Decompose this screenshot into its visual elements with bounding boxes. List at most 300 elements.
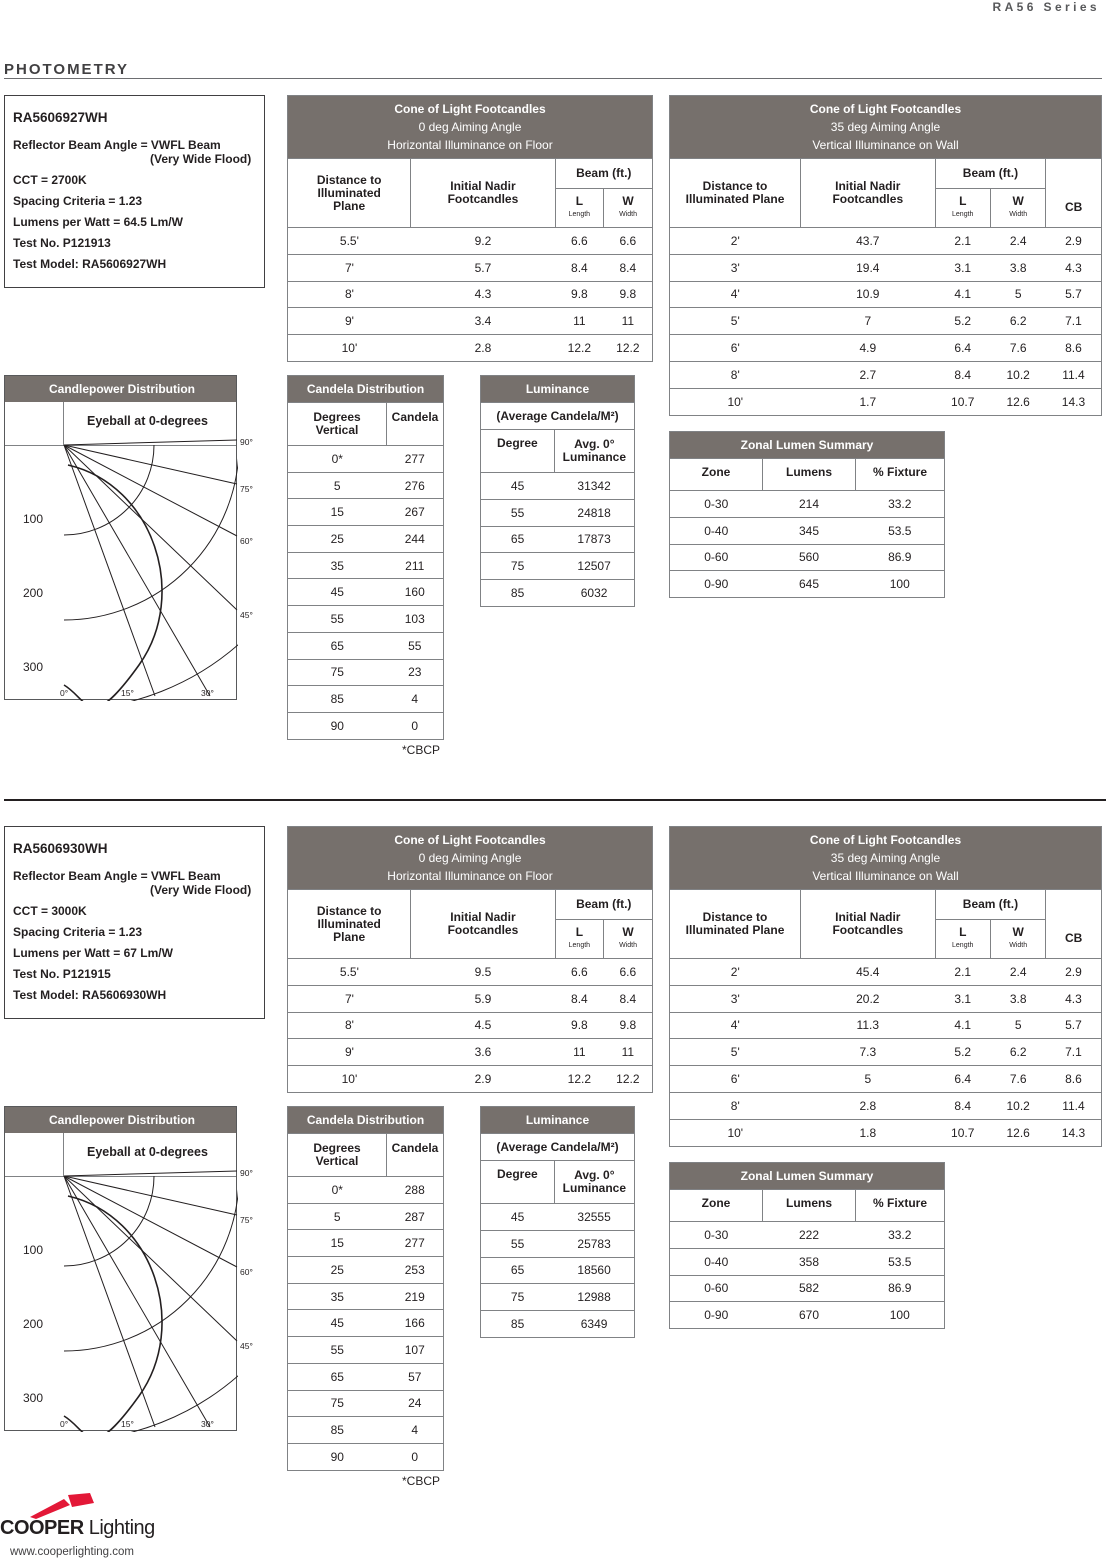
beam-angle-detail: (Very Wide Flood) <box>150 152 252 166</box>
spacing-criteria: Spacing Criteria = 1.23 <box>13 925 143 939</box>
table-row <box>288 1257 444 1284</box>
table-cell: 3.1 <box>935 985 990 1012</box>
table-cell: 358 <box>763 1248 856 1275</box>
table-cell: 11 <box>604 308 653 335</box>
table-cell: 10' <box>288 335 411 362</box>
table-cell: 8.4 <box>555 985 604 1012</box>
table-cell: 25 <box>288 526 387 553</box>
aiming-angle: 35 deg Aiming Angle <box>830 851 941 865</box>
table-row <box>288 1177 444 1204</box>
radius-label-300: 300 <box>23 1391 44 1405</box>
table-cell: 222 <box>763 1222 856 1249</box>
table-cell: 6.6 <box>555 959 604 986</box>
table-cell: 0-30 <box>670 1222 763 1249</box>
table-row <box>481 580 635 607</box>
cone-title: Cone of Light Footcandles <box>809 833 962 847</box>
table-cell: 2.7 <box>801 361 935 388</box>
table-cell: 65 <box>288 632 387 659</box>
table-cell: 65 <box>288 1363 387 1390</box>
table-cell: 277 <box>387 1230 444 1257</box>
table-cell: 15 <box>288 1230 387 1257</box>
aiming-angle: 35 deg Aiming Angle <box>830 120 941 134</box>
table-cell: 10' <box>670 388 801 415</box>
table-cell: 0-30 <box>670 491 763 518</box>
table-cell: 160 <box>387 579 444 606</box>
table-row <box>288 1230 444 1257</box>
test-number: Test No. P121913 <box>13 236 111 250</box>
degrees-vertical-header: Degrees Vertical <box>288 403 387 446</box>
section-divider <box>4 799 1106 801</box>
fixture-header: % Fixture <box>856 1190 945 1222</box>
table-cell: 43.7 <box>801 228 935 255</box>
beam-header: Beam (ft.) <box>935 890 1046 920</box>
distance-header: Distance to Illuminated Plane <box>670 159 801 228</box>
table-cell: 11.3 <box>801 1012 935 1039</box>
brand-name-bold: COOPER <box>0 1517 84 1539</box>
radius-label-200: 200 <box>23 1317 44 1331</box>
angle-label-0: 0° <box>60 688 69 698</box>
table-cell: 12.6 <box>990 388 1045 415</box>
degrees-vertical-header: Degrees Vertical <box>288 1134 387 1177</box>
table-cell: 6.6 <box>604 959 653 986</box>
table-cell: 6.6 <box>604 228 653 255</box>
table-row <box>670 1066 1102 1093</box>
cone-floor-table <box>287 95 653 362</box>
table-cell: 10.7 <box>935 1119 990 1146</box>
table-row <box>670 517 945 544</box>
table-cell: 2.8 <box>801 1092 935 1119</box>
table-cell: 75 <box>288 659 387 686</box>
table-row <box>670 1222 945 1249</box>
table-row <box>288 1203 444 1230</box>
product-info-box <box>4 826 265 1019</box>
candlepower-title: Candlepower Distribution <box>5 376 236 402</box>
zone-header: Zone <box>670 459 763 491</box>
table-cell: 45 <box>288 579 387 606</box>
table-cell: 11 <box>555 308 604 335</box>
luminance-title: Luminance <box>481 376 635 403</box>
table-cell: 4.1 <box>935 281 990 308</box>
cbcp-note: *CBCP <box>402 1474 441 1488</box>
radius-label-100: 100 <box>23 1243 44 1257</box>
table-cell: 65 <box>481 526 555 553</box>
table-row <box>288 1417 444 1444</box>
table-cell: 8' <box>670 361 801 388</box>
table-cell: 17873 <box>554 526 634 553</box>
table-cell: 5 <box>990 1012 1045 1039</box>
table-cell: 85 <box>288 1417 387 1444</box>
zonal-title: Zonal Lumen Summary <box>670 1163 945 1190</box>
eyeball-label: Eyeball at 0-degrees <box>87 1145 208 1159</box>
angle-label-60: 60° <box>240 1267 253 1277</box>
zonal-title: Zonal Lumen Summary <box>670 432 945 459</box>
table-row <box>670 1302 945 1329</box>
luminance-subtitle: (Average Candela/M²) <box>481 403 635 430</box>
radius-label-100: 100 <box>23 512 44 526</box>
table-row <box>288 1443 444 1470</box>
table-cell: 5.7 <box>411 254 555 281</box>
table-row <box>288 552 444 579</box>
width-header: W <box>1012 925 1024 939</box>
table-cell: 53.5 <box>856 517 945 544</box>
zone-header: Zone <box>670 1190 763 1222</box>
zonal-lumen-table <box>669 431 945 598</box>
table-cell: 0-40 <box>670 517 763 544</box>
length-subheader: Length <box>952 942 974 949</box>
brand-name-rest: Lighting <box>83 1517 155 1539</box>
table-cell: 4.3 <box>411 281 555 308</box>
cct: CCT = 2700K <box>13 173 87 187</box>
beam-angle: Reflector Beam Angle = VWFL Beam <box>13 869 221 883</box>
table-cell: 276 <box>387 472 444 499</box>
table-cell: 5.9 <box>411 985 555 1012</box>
table-cell: 0-90 <box>670 571 763 598</box>
table-cell: 4.1 <box>935 1012 990 1039</box>
table-cell: 55 <box>288 606 387 633</box>
table-row <box>481 526 635 553</box>
table-cell: 3' <box>670 254 801 281</box>
candela-table-title: Candela Distribution <box>288 1107 444 1134</box>
radius-label-300: 300 <box>23 660 44 674</box>
table-row <box>670 308 1102 335</box>
table-cell: 3.8 <box>990 254 1045 281</box>
angle-label-75: 75° <box>240 484 253 494</box>
table-cell: 4.5 <box>411 1012 555 1039</box>
candlepower-title: Candlepower Distribution <box>5 1107 236 1133</box>
table-cell: 7.6 <box>990 1066 1045 1093</box>
table-cell: 3.6 <box>411 1039 555 1066</box>
table-cell: 2.9 <box>1046 228 1102 255</box>
table-cell: 33.2 <box>856 1222 945 1249</box>
table-cell: 23 <box>387 659 444 686</box>
table-row <box>670 959 1102 986</box>
table-cell: 55 <box>481 1230 555 1257</box>
table-cell: 8.4 <box>935 361 990 388</box>
table-cell: 45.4 <box>801 959 935 986</box>
table-cell: 5.7 <box>1046 1012 1102 1039</box>
table-row <box>288 632 444 659</box>
table-cell: 11.4 <box>1046 361 1102 388</box>
table-row <box>670 571 945 598</box>
cct: CCT = 3000K <box>13 904 87 918</box>
table-cell: 45 <box>288 1310 387 1337</box>
table-row <box>288 606 444 633</box>
polar-plot <box>5 1107 238 1432</box>
table-cell: 2.8 <box>411 335 555 362</box>
table-row <box>288 1283 444 1310</box>
test-number: Test No. P121915 <box>13 967 111 981</box>
series-label: RA56 Series <box>992 0 1100 14</box>
test-model: Test Model: RA5606930WH <box>13 988 167 1002</box>
table-cell: 288 <box>387 1177 444 1204</box>
table-cell: 5.2 <box>935 308 990 335</box>
table-cell: 12.2 <box>604 335 653 362</box>
cone-wall-table <box>669 95 1102 416</box>
table-row <box>288 1066 653 1093</box>
table-row <box>481 1257 635 1284</box>
table-cell: 4.3 <box>1046 254 1102 281</box>
illuminance-type: Horizontal Illuminance on Floor <box>387 138 553 152</box>
table-cell: 277 <box>387 446 444 473</box>
angle-label-45: 45° <box>240 610 253 620</box>
table-cell: 55 <box>481 499 555 526</box>
cb-header: CB <box>1046 920 1102 959</box>
table-cell: 4.9 <box>801 335 935 362</box>
angle-label-15: 15° <box>121 688 134 698</box>
table-cell: 7' <box>288 985 411 1012</box>
table-row <box>288 281 653 308</box>
angle-label-30: 30° <box>201 1419 214 1429</box>
candela-header: Candela <box>387 1134 444 1177</box>
angle-label-30: 30° <box>201 688 214 698</box>
table-cell: 15 <box>288 499 387 526</box>
table-cell: 7.3 <box>801 1039 935 1066</box>
table-row <box>670 1012 1102 1039</box>
distance-header: Distance to Illuminated Plane <box>288 890 411 959</box>
angle-label-90: 90° <box>240 1168 253 1178</box>
table-cell: 8' <box>670 1092 801 1119</box>
table-row <box>670 388 1102 415</box>
table-row <box>288 228 653 255</box>
model-number: RA5606930WH <box>13 841 108 856</box>
table-cell: 8.4 <box>604 985 653 1012</box>
table-row <box>288 1310 444 1337</box>
table-cell: 10.7 <box>935 388 990 415</box>
lumens-header: Lumens <box>763 459 856 491</box>
table-row <box>481 499 635 526</box>
table-row <box>288 335 653 362</box>
table-cell: 2.4 <box>990 959 1045 986</box>
table-cell: 9.2 <box>411 228 555 255</box>
table-cell: 103 <box>387 606 444 633</box>
table-row <box>288 1039 653 1066</box>
candela-distribution-table <box>287 375 444 740</box>
length-header: L <box>575 194 584 208</box>
table-cell: 253 <box>387 1257 444 1284</box>
table-row <box>481 553 635 580</box>
table-cell: 9.8 <box>604 1012 653 1039</box>
width-subheader: Width <box>619 211 638 218</box>
table-cell: 219 <box>387 1283 444 1310</box>
degree-header: Degree <box>481 1161 555 1204</box>
table-cell: 2' <box>670 228 801 255</box>
table-cell: 5 <box>801 1066 935 1093</box>
table-cell: 5 <box>288 472 387 499</box>
table-cell: 24818 <box>554 499 634 526</box>
luminance-subtitle: (Average Candela/M²) <box>481 1134 635 1161</box>
table-cell: 0-90 <box>670 1302 763 1329</box>
length-header: L <box>575 925 584 939</box>
candela-header: Candela <box>387 403 444 446</box>
beam-angle-detail: (Very Wide Flood) <box>150 883 252 897</box>
table-cell: 75 <box>481 1284 555 1311</box>
table-cell: 65 <box>481 1257 555 1284</box>
lumens-per-watt: Lumens per Watt = 64.5 Lm/W <box>13 215 183 229</box>
table-row <box>670 985 1102 1012</box>
table-row <box>670 491 945 518</box>
table-cell: 24 <box>387 1390 444 1417</box>
angle-label-90: 90° <box>240 437 253 447</box>
table-cell: 12.2 <box>555 1066 604 1093</box>
table-cell: 8.6 <box>1046 335 1102 362</box>
table-row <box>288 1390 444 1417</box>
table-cell: 19.4 <box>801 254 935 281</box>
table-cell: 10.2 <box>990 1092 1045 1119</box>
aiming-angle: 0 deg Aiming Angle <box>418 120 522 134</box>
table-row <box>288 1363 444 1390</box>
table-cell: 12988 <box>554 1284 634 1311</box>
title-rule <box>4 78 1102 79</box>
beam-header: Beam (ft.) <box>555 890 652 920</box>
table-cell: 12507 <box>554 553 634 580</box>
table-row <box>481 1311 635 1338</box>
table-cell: 12.2 <box>604 1066 653 1093</box>
candela-table-title: Candela Distribution <box>288 376 444 403</box>
table-cell: 20.2 <box>801 985 935 1012</box>
table-cell: 2.1 <box>935 228 990 255</box>
table-row <box>670 1248 945 1275</box>
table-cell: 5.2 <box>935 1039 990 1066</box>
table-cell: 86.9 <box>856 544 945 571</box>
table-cell: 9.8 <box>555 281 604 308</box>
nadir-header: Initial Nadir Footcandles <box>801 890 935 959</box>
length-subheader: Length <box>568 942 591 949</box>
table-cell: 267 <box>387 499 444 526</box>
length-header: L <box>959 925 967 939</box>
candlepower-diagram <box>4 1106 253 1431</box>
table-row <box>670 1092 1102 1119</box>
table-cell: 3.4 <box>411 308 555 335</box>
angle-label-75: 75° <box>240 1215 253 1225</box>
cone-title: Cone of Light Footcandles <box>394 833 546 847</box>
nadir-header: Initial Nadir Footcandles <box>411 159 555 228</box>
table-cell: 10' <box>670 1119 801 1146</box>
cone-title: Cone of Light Footcandles <box>809 102 962 116</box>
table-cell: 2.9 <box>411 1066 555 1093</box>
table-cell: 0* <box>288 1177 387 1204</box>
cone-floor-table <box>287 826 653 1093</box>
avg-luminance-header: Avg. 0° Luminance <box>554 1161 634 1204</box>
table-cell: 645 <box>763 571 856 598</box>
table-cell: 0 <box>387 1443 444 1470</box>
eyeball-label: Eyeball at 0-degrees <box>87 414 208 428</box>
table-cell: 10.2 <box>990 361 1045 388</box>
table-row <box>670 228 1102 255</box>
table-row <box>481 1284 635 1311</box>
table-cell: 6' <box>670 1066 801 1093</box>
length-subheader: Length <box>952 211 974 218</box>
angle-label-60: 60° <box>240 536 253 546</box>
cbcp-note: *CBCP <box>402 743 441 757</box>
table-cell: 12.6 <box>990 1119 1045 1146</box>
table-row <box>481 1204 635 1231</box>
illuminance-type: Vertical Illuminance on Wall <box>812 138 959 152</box>
table-row <box>288 526 444 553</box>
section-title: PHOTOMETRY <box>4 61 130 78</box>
table-cell: 6.4 <box>935 335 990 362</box>
table-cell: 7 <box>801 308 935 335</box>
table-cell: 11.4 <box>1046 1092 1102 1119</box>
table-row <box>288 959 653 986</box>
table-cell: 5 <box>288 1203 387 1230</box>
table-row <box>288 472 444 499</box>
product-info-box <box>4 95 265 288</box>
table-row <box>288 686 444 713</box>
table-cell: 18560 <box>554 1257 634 1284</box>
distance-header: Distance to Illuminated Plane <box>670 890 801 959</box>
table-cell: 7.6 <box>990 335 1045 362</box>
table-cell: 3.8 <box>990 985 1045 1012</box>
table-row <box>288 579 444 606</box>
luminance-title: Luminance <box>481 1107 635 1134</box>
spacing-criteria: Spacing Criteria = 1.23 <box>13 194 143 208</box>
table-cell: 7.1 <box>1046 1039 1102 1066</box>
angle-label-45: 45° <box>240 1341 253 1351</box>
table-row <box>670 335 1102 362</box>
table-cell: 7.1 <box>1046 308 1102 335</box>
company-url-link[interactable]: www.cooperlighting.com <box>10 1546 135 1558</box>
lumens-header: Lumens <box>763 1190 856 1222</box>
table-cell: 9' <box>288 1039 411 1066</box>
table-cell: 6032 <box>554 580 634 607</box>
table-cell: 86.9 <box>856 1275 945 1302</box>
table-cell: 100 <box>856 571 945 598</box>
table-row <box>670 1039 1102 1066</box>
table-row <box>670 544 945 571</box>
beam-header: Beam (ft.) <box>555 159 652 189</box>
table-cell: 670 <box>763 1302 856 1329</box>
table-cell: 2.9 <box>1046 959 1102 986</box>
width-subheader: Width <box>1009 211 1028 218</box>
table-cell: 244 <box>387 526 444 553</box>
model-number: RA5606927WH <box>13 110 108 125</box>
luminance-table <box>480 375 635 607</box>
table-cell: 9.8 <box>604 281 653 308</box>
table-row <box>288 254 653 281</box>
table-row <box>481 1230 635 1257</box>
table-cell: 9' <box>288 308 411 335</box>
test-model: Test Model: RA5606927WH <box>13 257 167 271</box>
table-cell: 8.4 <box>935 1092 990 1119</box>
table-cell: 55 <box>288 1337 387 1364</box>
table-cell: 11 <box>555 1039 604 1066</box>
table-cell: 560 <box>763 544 856 571</box>
table-cell: 8.4 <box>555 254 604 281</box>
table-cell: 10' <box>288 1066 411 1093</box>
table-cell: 4' <box>670 281 801 308</box>
table-cell: 25783 <box>554 1230 634 1257</box>
width-subheader: Width <box>619 942 638 949</box>
table-cell: 8' <box>288 1012 411 1039</box>
beam-angle: Reflector Beam Angle = VWFL Beam <box>13 138 221 152</box>
table-row <box>481 473 635 500</box>
table-cell: 35 <box>288 552 387 579</box>
table-cell: 35 <box>288 1283 387 1310</box>
table-row <box>288 1012 653 1039</box>
table-cell: 0-60 <box>670 544 763 571</box>
table-row <box>288 446 444 473</box>
cone-title: Cone of Light Footcandles <box>394 102 546 116</box>
cb-header: CB <box>1046 189 1102 228</box>
width-header: W <box>622 194 634 208</box>
table-cell: 2' <box>670 959 801 986</box>
zonal-lumen-table <box>669 1162 945 1329</box>
beam-header: Beam (ft.) <box>935 159 1046 189</box>
table-row <box>670 361 1102 388</box>
table-cell: 75 <box>288 1390 387 1417</box>
table-cell: 45 <box>481 1204 555 1231</box>
nadir-header: Initial Nadir Footcandles <box>411 890 555 959</box>
